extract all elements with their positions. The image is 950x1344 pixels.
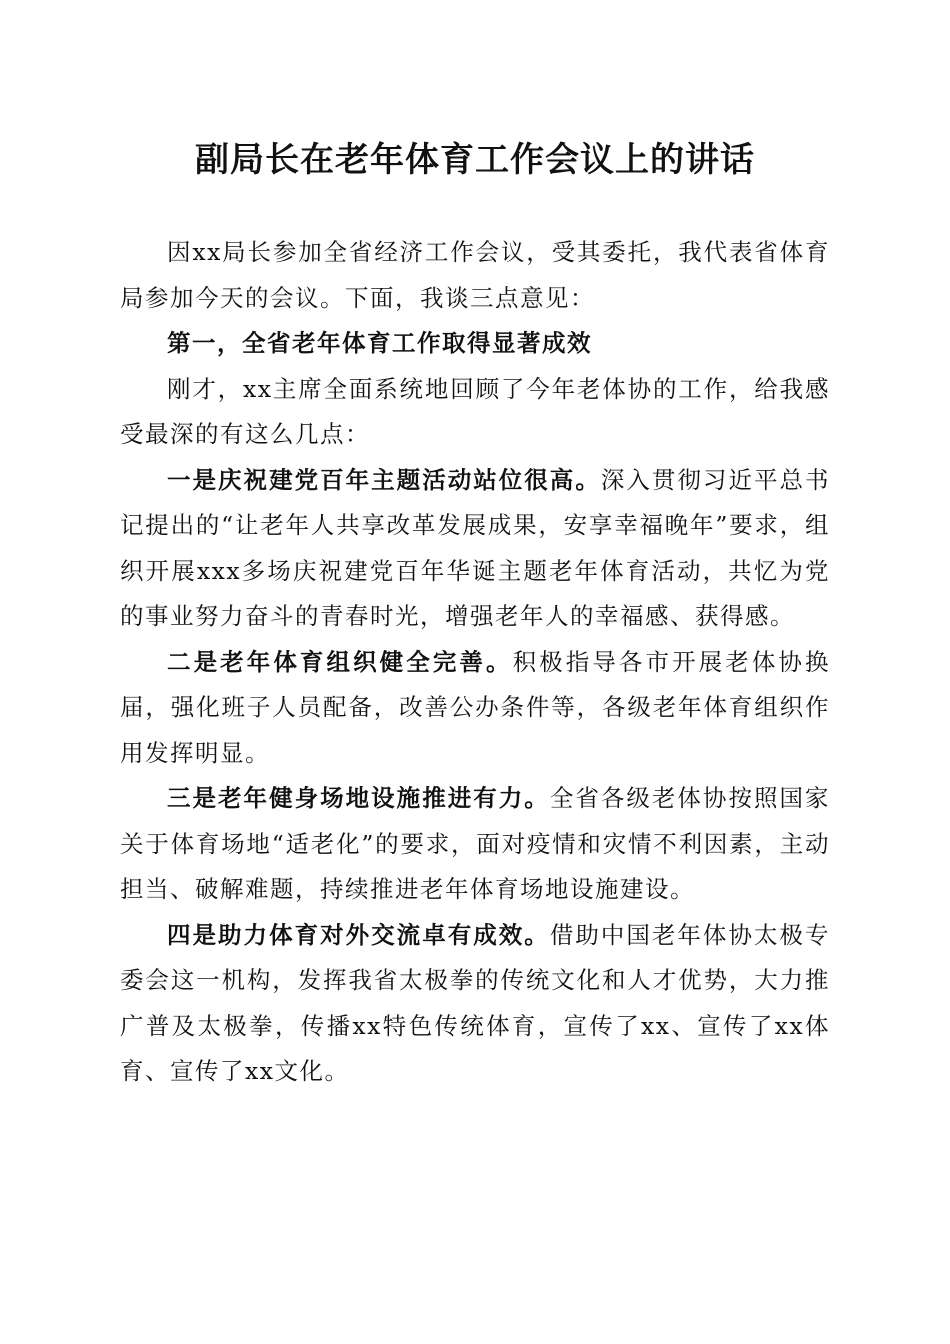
point-lead-2: 二是老年体育组织健全完善。: [167, 647, 513, 676]
document-title: 副局长在老年体育工作会议上的讲话: [195, 140, 755, 180]
point-text-2: 积极指导各市开展老体协换届，强化班子人员配备，改善公办条件等，各级老年体育组织作用发挥明显。: [120, 647, 831, 767]
point-lead-1: 一是庆祝建党百年主题活动站位很高。: [167, 465, 601, 494]
point-text-3: 全省各级老体协按照国家关于体育场地“适老化”的要求，面对疫情和灾情不利因素，主动担当、破解难题，持续推进老年体育场地设施建设。: [120, 784, 831, 903]
intro-paragraph: 因xx局长参加全省经济工作会议，受其委托，我代表省体育局参加今天的会议。下面，我谈三点意见：: [120, 238, 830, 312]
section-heading: 第一，全省老年体育工作取得显著成效: [167, 329, 592, 357]
point-lead-3: 三是老年健身场地设施推进有力。: [167, 784, 550, 812]
point-paragraph-1: [120, 458, 830, 640]
document-body: [120, 230, 830, 1095]
point-text-1: 深入贯彻习近平总书记提出的“让老年人共享改革发展成果，安享幸福晚年”要求，组织开展xxx多场庆祝建党百年华诞主题老年体育活动，共忆为党的事业努力奋斗的青春时光，增强老年人的幸福感、获得感。: [120, 465, 831, 630]
point-paragraph-2: [120, 640, 830, 777]
point-lead-4: 四是助力体育对外交流卓有成效。: [167, 920, 550, 949]
section-intro-paragraph: 刚才，xx主席全面系统地回顾了今年老体协的工作，给我感受最深的有这么几点：: [120, 374, 830, 448]
point-text-4: 借助中国老年体协太极专委会这一机构，发挥我省太极拳的传统文化和人才优势，大力推广普及太极拳，传播xx特色传统体育，宣传了xx、宣传了xx体育、宣传了xx文化。: [120, 920, 831, 1085]
point-paragraph-3: [120, 776, 830, 913]
point-paragraph-4: [120, 913, 830, 1095]
